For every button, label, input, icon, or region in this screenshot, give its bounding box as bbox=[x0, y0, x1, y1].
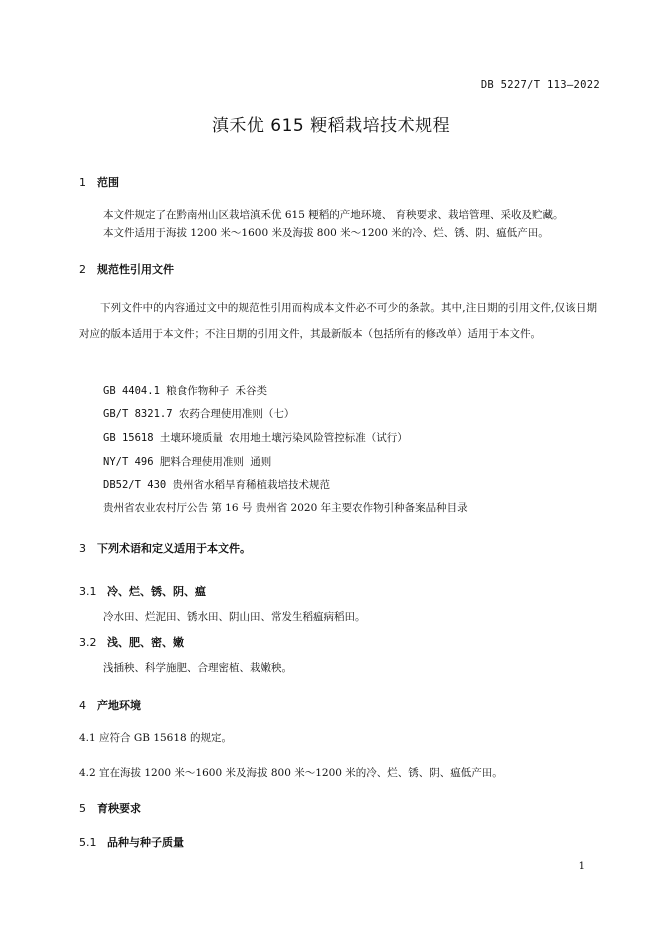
section-3-2-heading bbox=[79, 634, 184, 650]
section-5-heading bbox=[79, 800, 141, 816]
section-3-2-text: 浅插秧、科学施肥、合理密植、栽嫩秧。 bbox=[103, 662, 292, 674]
section-title: 下列术语和定义适用于本文件。 bbox=[97, 542, 251, 555]
reference-item bbox=[103, 454, 271, 469]
section-4-1-text: 4.1 应符合 GB 15618 的规定。 bbox=[79, 732, 233, 744]
subsection-number: 5.1 bbox=[79, 836, 97, 849]
reference-text: GB 4404.1 粮食作物种子 禾谷类 bbox=[103, 385, 268, 397]
reference-text: DB52/T 430 贵州省水稻旱育稀植栽培技术规范 bbox=[103, 479, 331, 491]
section-title: 规范性引用文件 bbox=[97, 263, 174, 276]
section-1-line-1: 本文件规定了在黔南州山区栽培滇禾优 615 粳稻的产地环境、 育秧要求、栽培管理、采收及贮藏。 bbox=[103, 209, 564, 221]
reference-item: 贵州省农业农村厅公告 第 16 号 贵州省 2020 年主要农作物引种备案品种目录 bbox=[103, 502, 468, 514]
reference-text: GB/T 8321.7 农药合理使用准则（七） bbox=[103, 408, 295, 420]
section-number: 2 bbox=[79, 263, 86, 276]
reference-item bbox=[103, 406, 294, 421]
subsection-title: 浅、肥、密、嫩 bbox=[107, 636, 184, 649]
reference-text: GB 15618 土壤环境质量 农用地土壤污染风险管控标准（试行） bbox=[103, 432, 408, 444]
section-title: 育秧要求 bbox=[97, 802, 141, 815]
section-title: 范围 bbox=[97, 176, 119, 189]
reference-item bbox=[103, 477, 330, 492]
section-3-1-heading bbox=[79, 583, 206, 599]
section-number: 1 bbox=[79, 176, 86, 189]
section-1-heading bbox=[79, 174, 119, 190]
subsection-title: 冷、烂、锈、阴、瘟 bbox=[107, 585, 206, 598]
section-3-1-text: 冷水田、烂泥田、锈水田、阴山田、常发生稻瘟病稻田。 bbox=[103, 611, 366, 623]
section-2-paragraph: 下列文件中的内容通过文中的规范性引用而构成本文件必不可少的条款。其中,注日期的引用文件,仅该日期对应的版本适用于本文件；不注日期的引用文件，其最新版本（包括所有的修改单）适用于本文件。 bbox=[79, 302, 597, 340]
section-number: 4 bbox=[79, 699, 86, 712]
section-3-heading bbox=[79, 540, 251, 556]
document-title: 滇禾优 615 粳稻栽培技术规程 bbox=[211, 116, 451, 136]
section-4-2-text: 4.2 宜在海拔 1200 米～1600 米及海拔 800 米～1200 米的冷、烂、锈、阴、瘟低产田。 bbox=[79, 767, 503, 779]
reference-item bbox=[103, 383, 267, 398]
page-number: 1 bbox=[578, 861, 585, 872]
subsection-title: 品种与种子质量 bbox=[107, 836, 184, 849]
subsection-number: 3.1 bbox=[79, 585, 97, 598]
section-5-1-heading bbox=[79, 834, 184, 850]
section-4-heading bbox=[79, 697, 141, 713]
section-number: 5 bbox=[79, 802, 86, 815]
section-2-heading bbox=[79, 261, 174, 277]
section-1-line-2: 本文件适用于海拔 1200 米～1600 米及海拔 800 米～1200 米的冷、烂、锈、阴、瘟低产田。 bbox=[103, 227, 549, 239]
subsection-number: 3.2 bbox=[79, 636, 97, 649]
section-number: 3 bbox=[79, 542, 86, 555]
document-code: DB 5227/T 113—2022 bbox=[480, 79, 600, 91]
reference-item bbox=[103, 430, 408, 445]
reference-text: NY/T 496 肥料合理使用准则 通则 bbox=[103, 456, 272, 468]
section-title: 产地环境 bbox=[97, 699, 141, 712]
